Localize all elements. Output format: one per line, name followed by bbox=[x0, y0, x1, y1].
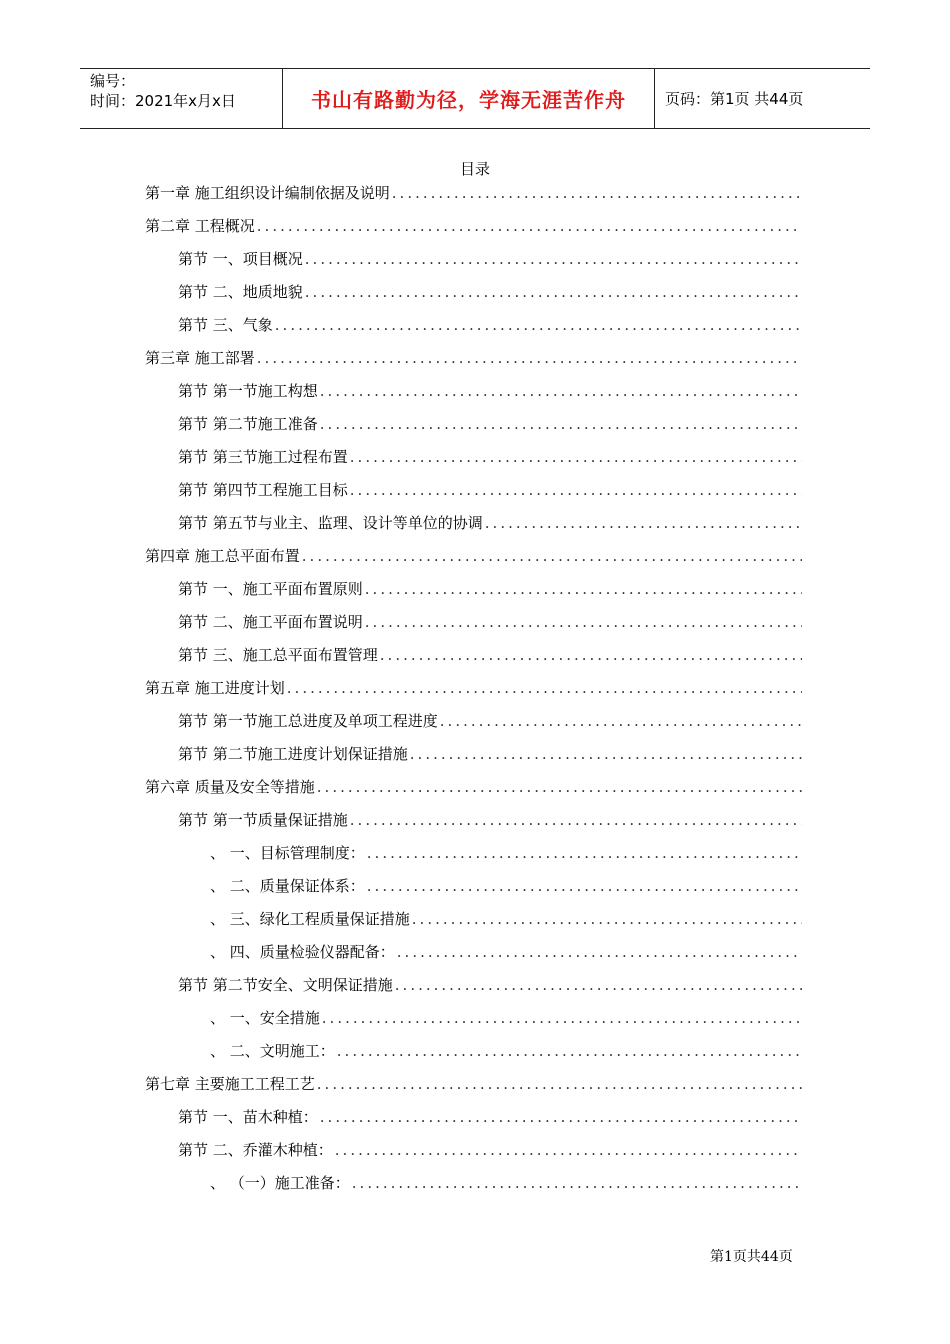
toc-entry[interactable] bbox=[178, 376, 802, 406]
toc-entry[interactable] bbox=[178, 310, 802, 340]
toc-entry[interactable] bbox=[145, 211, 802, 241]
toc-entry-text: 第三章 施工部署 bbox=[145, 349, 255, 367]
header-page-info: 页码：第1页 共44页 bbox=[665, 90, 804, 108]
page-header bbox=[80, 68, 870, 129]
toc-entry-text: 第节 一、项目概况 bbox=[178, 250, 303, 268]
toc-entry-text: 第节 第四节工程施工目标 bbox=[178, 481, 348, 499]
toc-leader-dots bbox=[365, 838, 802, 868]
toc-entry-text: 第节 第二节安全、文明保证措施 bbox=[178, 976, 393, 994]
toc-leader-dots bbox=[318, 1102, 802, 1132]
toc-leader-dots bbox=[335, 1036, 802, 1066]
toc-entry[interactable] bbox=[178, 409, 802, 439]
toc-entry-text: 、 （一）施工准备： bbox=[210, 1174, 350, 1192]
toc-entry[interactable] bbox=[178, 442, 802, 472]
toc-leader-dots bbox=[410, 904, 802, 934]
toc-entry[interactable] bbox=[145, 673, 802, 703]
toc-leader-dots bbox=[348, 442, 802, 472]
toc-entry-text: 第节 第三节施工过程布置 bbox=[178, 448, 348, 466]
toc-entry[interactable] bbox=[145, 178, 802, 208]
toc-leader-dots bbox=[365, 871, 802, 901]
header-meta bbox=[80, 69, 282, 128]
toc-leader-dots bbox=[408, 739, 802, 769]
toc-leader-dots bbox=[300, 541, 802, 571]
toc-entry-text: 第二章 工程概况 bbox=[145, 217, 255, 235]
toc-leader-dots bbox=[255, 211, 802, 241]
toc-entry-text: 第节 第二节施工进度计划保证措施 bbox=[178, 745, 408, 763]
toc-entry-text: 第六章 质量及安全等措施 bbox=[145, 778, 315, 796]
toc-entry[interactable] bbox=[210, 904, 802, 934]
toc-entry-text: 第节 二、地质地貌 bbox=[178, 283, 303, 301]
toc-entry-text: 、 一、目标管理制度： bbox=[210, 844, 365, 862]
toc-entry[interactable] bbox=[178, 1102, 802, 1132]
toc-entry-text: 第节 第一节施工总进度及单项工程进度 bbox=[178, 712, 438, 730]
toc-entry[interactable] bbox=[145, 1069, 802, 1099]
toc-entry[interactable] bbox=[178, 508, 802, 538]
toc-entry-text: 第五章 施工进度计划 bbox=[145, 679, 285, 697]
toc-entry[interactable] bbox=[178, 475, 802, 505]
toc-leader-dots bbox=[303, 277, 802, 307]
toc-entry[interactable] bbox=[178, 607, 802, 637]
toc-entry[interactable] bbox=[178, 970, 802, 1000]
time-label: 时间：2021年x月x日 bbox=[90, 92, 236, 110]
toc-entry[interactable] bbox=[210, 1036, 802, 1066]
toc-leader-dots bbox=[255, 343, 802, 373]
toc-entry-text: 第节 第一节施工构想 bbox=[178, 382, 318, 400]
toc-leader-dots bbox=[320, 1003, 802, 1033]
toc-entry[interactable] bbox=[210, 871, 802, 901]
toc-entry[interactable] bbox=[178, 706, 802, 736]
toc-entry[interactable] bbox=[210, 838, 802, 868]
toc-entry-text: 、 三、绿化工程质量保证措施 bbox=[210, 910, 410, 928]
toc-entry[interactable] bbox=[178, 277, 802, 307]
toc-leader-dots bbox=[348, 475, 802, 505]
toc-leader-dots bbox=[273, 310, 802, 340]
toc-leader-dots bbox=[285, 673, 802, 703]
toc-leader-dots bbox=[438, 706, 802, 736]
toc-leader-dots bbox=[363, 607, 802, 637]
toc-entry-text: 第节 二、乔灌木种植： bbox=[178, 1141, 333, 1159]
toc-leader-dots bbox=[390, 178, 802, 208]
toc-entry-text: 、 二、文明施工： bbox=[210, 1042, 335, 1060]
serial-label: 编号： bbox=[90, 72, 136, 90]
toc-entry[interactable] bbox=[210, 1003, 802, 1033]
toc-entry[interactable] bbox=[178, 640, 802, 670]
toc-leader-dots bbox=[393, 970, 802, 1000]
toc-entry-text: 第节 三、气象 bbox=[178, 316, 273, 334]
toc-entry[interactable] bbox=[178, 244, 802, 274]
toc-entry[interactable] bbox=[145, 541, 802, 571]
toc-leader-dots bbox=[363, 574, 802, 604]
toc-entry-text: 、 四、质量检验仪器配备： bbox=[210, 943, 395, 961]
toc-entry-text: 、 二、质量保证体系： bbox=[210, 877, 365, 895]
toc-entry[interactable] bbox=[145, 343, 802, 373]
header-motto: 书山有路勤为径，学海无涯苦作舟 bbox=[282, 69, 655, 128]
toc-entry[interactable] bbox=[178, 1135, 802, 1165]
toc-entry-text: 第七章 主要施工工程工艺 bbox=[145, 1075, 315, 1093]
toc-entry[interactable] bbox=[210, 937, 802, 967]
toc-entry-text: 第节 第二节施工准备 bbox=[178, 415, 318, 433]
toc-entry-text: 第节 第五节与业主、监理、设计等单位的协调 bbox=[178, 514, 483, 532]
toc-entry[interactable] bbox=[145, 772, 802, 802]
toc-title: 目录 bbox=[459, 160, 490, 178]
toc-entry[interactable] bbox=[178, 739, 802, 769]
toc-leader-dots bbox=[315, 772, 802, 802]
toc-leader-dots bbox=[350, 1168, 802, 1198]
toc-leader-dots bbox=[348, 805, 802, 835]
toc-leader-dots bbox=[303, 244, 802, 274]
toc-entry[interactable] bbox=[178, 805, 802, 835]
toc-leader-dots bbox=[318, 376, 802, 406]
page-footer: 第1页共44页 bbox=[710, 1249, 793, 1265]
toc-entry-text: 第节 第一节质量保证措施 bbox=[178, 811, 348, 829]
toc-entry-text: 第节 一、施工平面布置原则 bbox=[178, 580, 363, 598]
toc-leader-dots bbox=[483, 508, 802, 538]
toc-entry-text: 第四章 施工总平面布置 bbox=[145, 547, 300, 565]
toc-entry-text: 第节 二、施工平面布置说明 bbox=[178, 613, 363, 631]
toc-entry[interactable] bbox=[178, 574, 802, 604]
toc-leader-dots bbox=[333, 1135, 802, 1165]
toc-leader-dots bbox=[378, 640, 802, 670]
toc-entry-text: 、 一、安全措施 bbox=[210, 1009, 320, 1027]
toc-entry-text: 第节 一、苗木种植： bbox=[178, 1108, 318, 1126]
toc-leader-dots bbox=[318, 409, 802, 439]
toc-leader-dots bbox=[315, 1069, 802, 1099]
toc-entry-text: 第一章 施工组织设计编制依据及说明 bbox=[145, 184, 390, 202]
toc-entry-text: 第节 三、施工总平面布置管理 bbox=[178, 646, 378, 664]
toc-leader-dots bbox=[395, 937, 802, 967]
toc-entry[interactable] bbox=[210, 1168, 802, 1198]
